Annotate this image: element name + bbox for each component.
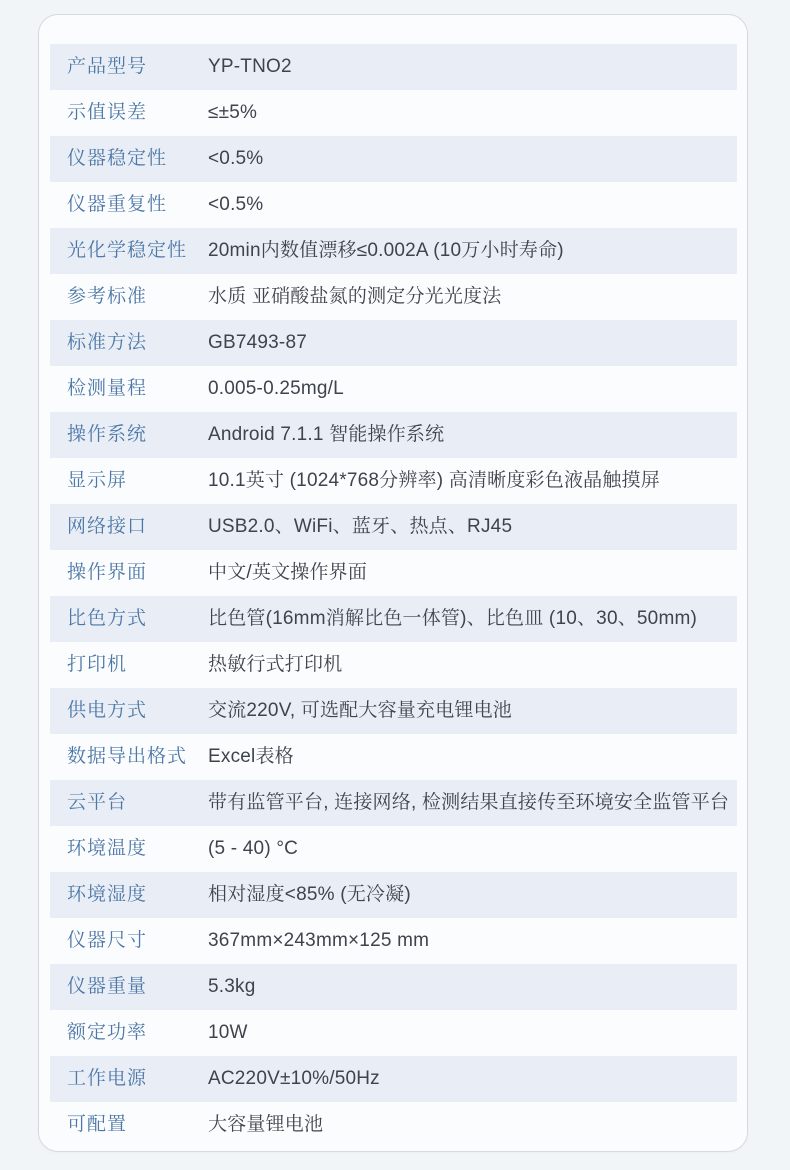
spec-label: 检测量程 <box>67 378 148 399</box>
spec-label: 云平台 <box>67 792 128 813</box>
spec-value: 0.005-0.25mg/L <box>208 378 344 399</box>
spec-value: 比色管(16mm消解比色一体管)、比色皿 (10、30、50mm) <box>208 608 698 629</box>
table-row <box>50 458 737 504</box>
table-row <box>50 964 737 1010</box>
spec-value: 相对湿度<85% (无冷凝) <box>208 884 411 905</box>
spec-label: 操作界面 <box>67 562 148 583</box>
table-row <box>50 872 737 918</box>
table-row <box>50 550 737 596</box>
spec-label: 比色方式 <box>67 608 148 629</box>
spec-label: 仪器尺寸 <box>67 930 148 951</box>
spec-label: 光化学稳定性 <box>67 240 188 261</box>
spec-label: 环境温度 <box>67 838 148 859</box>
table-row <box>50 1056 737 1102</box>
spec-label: 供电方式 <box>67 700 148 721</box>
spec-label: 参考标准 <box>67 286 148 307</box>
spec-label: 示值误差 <box>67 102 148 123</box>
table-row <box>50 642 737 688</box>
spec-value: (5 - 40) °C <box>208 838 299 859</box>
spec-value: Android 7.1.1 智能操作系统 <box>208 424 445 445</box>
spec-value: <0.5% <box>208 148 264 169</box>
spec-label: 仪器重复性 <box>67 194 168 215</box>
table-row <box>50 44 737 90</box>
table-row <box>50 780 737 826</box>
table-row <box>50 826 737 872</box>
spec-value: GB7493-87 <box>208 332 307 353</box>
spec-label: 标准方法 <box>67 332 148 353</box>
spec-value: ≤±5% <box>208 102 258 123</box>
table-row <box>50 1010 737 1056</box>
spec-value: 367mm×243mm×125 mm <box>208 930 430 951</box>
spec-label: 操作系统 <box>67 424 148 445</box>
spec-label: 工作电源 <box>67 1068 148 1089</box>
spec-value: 热敏行式打印机 <box>208 654 343 675</box>
table-row <box>50 1102 737 1148</box>
spec-value: 5.3kg <box>208 976 256 997</box>
spec-label: 额定功率 <box>67 1022 148 1043</box>
table-row <box>50 504 737 550</box>
spec-label: 仪器稳定性 <box>67 148 168 169</box>
spec-label: 产品型号 <box>67 56 148 77</box>
spec-value: Excel表格 <box>208 746 294 767</box>
spec-value: 水质 亚硝酸盐氮的测定分光光度法 <box>208 286 502 307</box>
table-row <box>50 734 737 780</box>
spec-value: AC220V±10%/50Hz <box>208 1068 380 1089</box>
spec-value: <0.5% <box>208 194 264 215</box>
spec-value: USB2.0、WiFi、蓝牙、热点、RJ45 <box>208 516 513 537</box>
table-row <box>50 366 737 412</box>
table-row <box>50 596 737 642</box>
spec-label: 仪器重量 <box>67 976 148 997</box>
spec-value: 交流220V, 可选配大容量充电锂电池 <box>208 700 512 721</box>
table-row <box>50 320 737 366</box>
spec-label: 打印机 <box>67 654 128 675</box>
spec-value: 20min内数值漂移≤0.002A (10万小时寿命) <box>208 240 564 261</box>
spec-label: 数据导出格式 <box>67 746 188 767</box>
spec-value: 大容量锂电池 <box>208 1114 324 1135</box>
spec-label: 显示屏 <box>67 470 128 491</box>
spec-value: 10W <box>208 1022 248 1043</box>
spec-value: YP-TNO2 <box>208 56 292 77</box>
spec-table <box>50 44 737 1148</box>
table-row <box>50 228 737 274</box>
table-row <box>50 136 737 182</box>
spec-card <box>38 14 748 1152</box>
spec-value: 带有监管平台, 连接网络, 检测结果直接传至环境安全监管平台 <box>208 792 730 813</box>
spec-label: 网络接口 <box>67 516 148 537</box>
table-row <box>50 918 737 964</box>
spec-value: 10.1英寸 (1024*768分辨率) 高清晰度彩色液晶触摸屏 <box>208 470 660 491</box>
table-row <box>50 90 737 136</box>
spec-label: 环境湿度 <box>67 884 148 905</box>
spec-label: 可配置 <box>67 1114 128 1135</box>
spec-value: 中文/英文操作界面 <box>208 562 368 583</box>
table-row <box>50 274 737 320</box>
table-row <box>50 412 737 458</box>
table-row <box>50 688 737 734</box>
table-row <box>50 182 737 228</box>
